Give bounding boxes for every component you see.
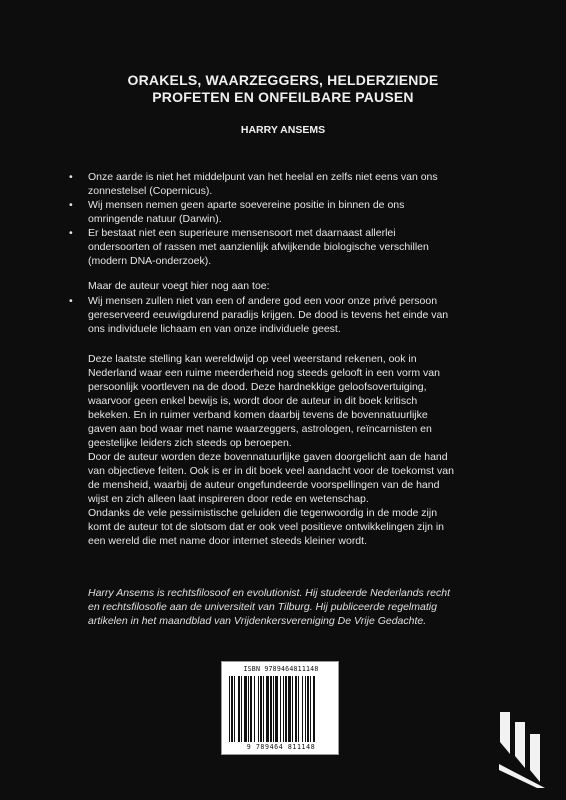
blurb-line: Nederland waar een ruime meerderheid nog steeds gelooft in een vorm van	[88, 367, 440, 379]
blurb-line: waarvoor geen enkel bewijs is, wordt door de auteur in dit boek kritisch	[88, 395, 418, 407]
blurb-paragraph	[88, 450, 528, 506]
author-name: HARRY ANSEMS	[240, 124, 326, 136]
bullet-item	[66, 294, 526, 336]
bio-line: en rechtsfilosofie aan de universiteit van Tilburg. Hij publiceerde regelmatig	[88, 601, 437, 613]
bullet-line: zonnestelsel (Copernicus).	[88, 185, 213, 197]
blurb-line: persoonlijk voortleven na de dood. Deze hardnekkige geloofsovertuiging,	[88, 381, 427, 393]
bullet-line: • Wij mensen nemen geen aparte soevereine positie in binnen de ons	[88, 199, 405, 211]
blurb-line: de mensheid, waarbij de auteur ongefundeerde voorspellingen van de hand	[88, 479, 440, 491]
book-title	[0, 72, 566, 106]
blurb-line: van objectieve feiten. Ook is er in dit boek veel aandacht voor de toekomst van	[88, 465, 454, 477]
bullet-line: gereserveerd eeuwigdurend paradijs krijgen. De dood is tevens het einde van	[88, 309, 449, 321]
publisher-logo-icon	[497, 708, 549, 790]
isbn-number: ISBN 9789464811148	[243, 665, 319, 673]
ean-digits: 9 789464 811148	[246, 743, 316, 751]
author-bio	[88, 586, 533, 628]
bullet-line: ons individuele lichaam en van onze individuele geest.	[88, 323, 341, 335]
blurb-line: komt de auteur tot de slotsom dat er ook veel positieve ontwikkelingen zijn in	[88, 521, 445, 533]
blurb-body	[88, 352, 528, 548]
bullet-item	[66, 226, 526, 268]
lead-text: Maar de auteur voegt hier nog aan toe:	[88, 280, 270, 292]
bullet-line: (modern DNA-onderzoek).	[88, 255, 212, 267]
bullet-list-2	[66, 294, 526, 336]
bio-line: artikelen in het maandblad van Vrijdenkersvereniging De Vrije Gedachte.	[88, 615, 427, 627]
blurb-line: Ondanks de vele pessimistische geluiden die tegenwoordig in de mode zijn	[88, 507, 438, 519]
bullet-line: • Er bestaat niet een superieure mensensoort met daarnaast allerlei	[88, 227, 396, 239]
bullet-list	[66, 170, 526, 268]
blurb-line: wijst en zich alleen laat inspireren door rede en wetenschap.	[88, 493, 369, 505]
bullet-line: • Wij mensen zullen niet van een of andere god een voor onze privé persoon	[88, 295, 438, 307]
bullet-item	[66, 170, 526, 198]
blurb-paragraph	[88, 506, 528, 548]
blurb-line: Deze laatste stelling kan wereldwijd op veel weerstand rekenen, ook in	[88, 353, 417, 365]
bullet-item	[66, 198, 526, 226]
title-line-2: PROFETEN EN ONFEILBARE PAUSEN	[152, 89, 414, 105]
blurb-paragraph	[88, 352, 528, 450]
blurb-line: een wereld die met name door internet steeds kleiner wordt.	[88, 535, 367, 547]
blurb-line: bekeken. En in ruimer verband komen daarbij tevens de bovennatuurlijke	[88, 409, 428, 421]
blurb-line: gaven aan bod waar met name waarzeggers, astrologen, reïncarnisten en	[88, 423, 432, 435]
bio-line: Harry Ansems is rechtsfilosoof en evolutionist. Hij studeerde Nederlands recht	[88, 587, 451, 599]
barcode-icon	[228, 676, 334, 742]
bullet-line: omringende natuur (Darwin).	[88, 213, 222, 225]
blurb-line: geestelijke leiders zich steeds op beroepen.	[88, 437, 292, 449]
bullet-line: • Onze aarde is niet het middelpunt van het heelal en zelfs niet eens van ons	[88, 171, 438, 183]
title-line-1: ORAKELS, WAARZEGGERS, HELDERZIENDE	[127, 72, 439, 88]
bullet-line: ondersoorten of rassen met aanzienlijk afwijkende biologische verschillen	[88, 241, 429, 253]
isbn-barcode	[221, 661, 339, 755]
blurb-line: Door de auteur worden deze bovennatuurlijke gaven doorgelicht aan de hand	[88, 451, 448, 463]
